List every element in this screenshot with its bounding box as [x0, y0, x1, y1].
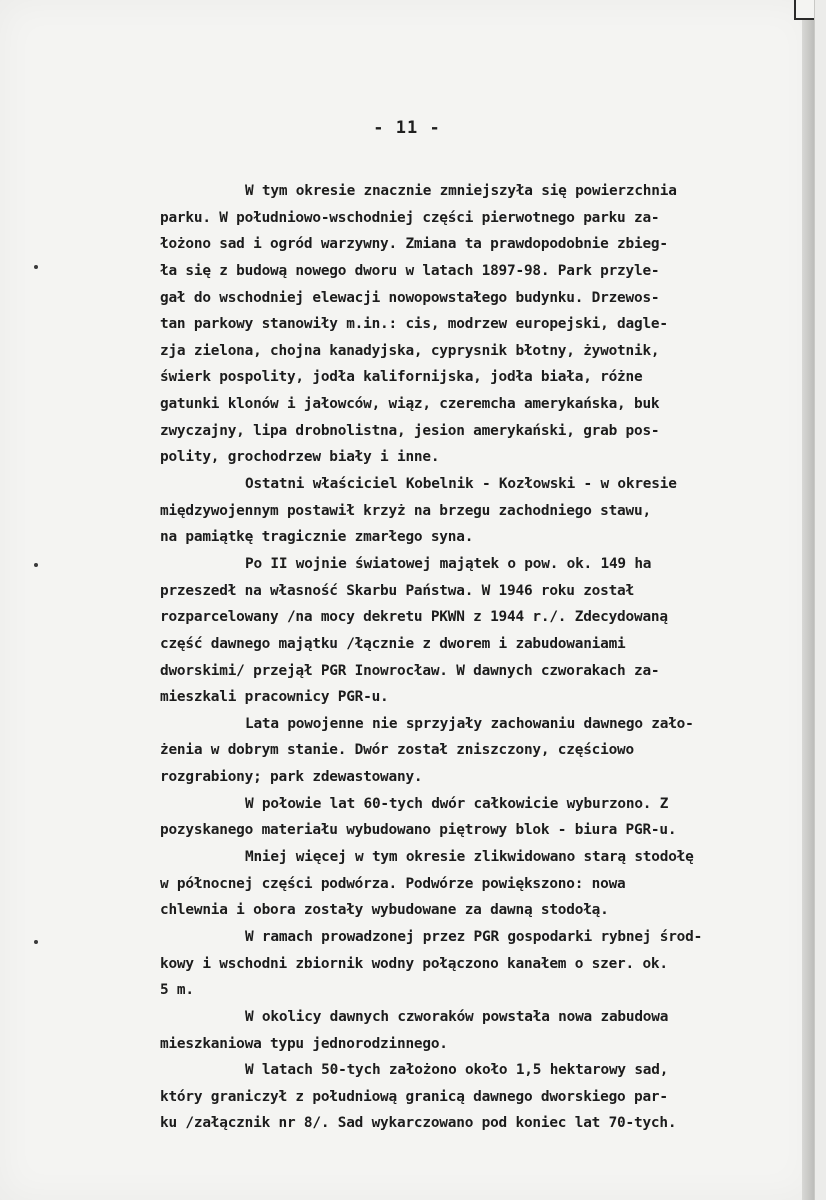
text-line: rozparcelowany /na mocy dekretu PKWN z 1944 r./. Zdecydowaną: [160, 609, 668, 626]
text-line: mieszkaniowa typu jednorodzinnego.: [160, 1035, 448, 1052]
text-line: 5 m.: [160, 982, 194, 999]
text-line: zja zielona, chojna kanadyjska, cyprysnik błotny, żywotnik,: [160, 342, 660, 359]
margin-speck: [34, 563, 38, 567]
page-corner-mark: [794, 0, 814, 20]
text-line: W okolicy dawnych czworaków powstała nowa zabudowa: [245, 1008, 669, 1025]
text-line: W tym okresie znacznie zmniejszyła się powierzchnia: [245, 183, 677, 199]
text-line: żenia w dobrym stanie. Dwór został zniszczony, częściowo: [160, 742, 634, 759]
typewritten-body: [160, 178, 800, 1137]
page-number: - 11 -: [373, 118, 441, 138]
text-line: ku /załącznik nr 8/. Sad wykarczowano pod koniec lat 70-tych.: [160, 1115, 677, 1132]
text-line: międzywojennym postawił krzyż na brzegu zachodniego stawu,: [160, 502, 651, 519]
text-line: Lata powojenne nie sprzyjały zachowaniu dawnego zało-: [245, 715, 694, 732]
text-line: przeszedł na własność Skarbu Państwa. W 1946 roku został: [160, 582, 634, 599]
text-line: Mniej więcej w tym okresie zlikwidowano starą stodołę: [245, 849, 694, 866]
text-line: łożono sad i ogród warzywny. Zmiana ta prawdopodobnie zbieg-: [160, 236, 668, 253]
text-line: W latach 50-tych założono około 1,5 hektarowy sad,: [245, 1062, 669, 1079]
text-line: dworskimi/ przejął PGR Inowrocław. W dawnych czworakach za-: [160, 662, 660, 679]
text-line: Po II wojnie światowej majątek o pow. ok. 149 ha: [245, 555, 652, 572]
text-line: na pamiątkę tragicznie zmarłego syna.: [160, 529, 474, 546]
text-line: chlewnia i obora zostały wybudowane za dawną stodołą.: [160, 902, 609, 919]
margin-speck: [34, 940, 38, 944]
text-line: parku. W południowo-wschodniej części pierwotnego parku za-: [160, 209, 660, 226]
text-line: Ostatni właściciel Kobelnik - Kozłowski - w okresie: [245, 476, 677, 493]
text-line: W ramach prowadzonej przez PGR gospodarki rybnej środ-: [245, 928, 703, 945]
text-line: polity, grochodrzew biały i inne.: [160, 449, 440, 466]
text-line: mieszkali pracownicy PGR-u.: [160, 689, 389, 706]
text-line: który graniczył z południową granicą dawnego dworskiego par-: [160, 1088, 668, 1105]
text-line: rozgrabiony; park zdewastowany.: [160, 769, 423, 786]
text-line: kowy i wschodni zbiornik wodny połączono kanałem o szer. ok.: [160, 955, 668, 972]
text-line: część dawnego majątku /łącznie z dworem i zabudowaniami: [160, 635, 626, 652]
text-line: pozyskanego materiału wybudowano piętrowy blok - biura PGR-u.: [160, 822, 677, 839]
text-line: gatunki klonów i jałowców, wiąz, czeremcha amerykańska, buk: [160, 396, 660, 413]
margin-speck: [34, 265, 38, 269]
text-line: w północnej części podwórza. Podwórze powiększono: nowa: [160, 875, 626, 892]
text-line: ła się z budową nowego dworu w latach 1897-98. Park przyle-: [160, 262, 660, 279]
text-line: świerk pospolity, jodła kalifornijska, jodła biała, różne: [160, 369, 643, 386]
page-edge-shadow: [802, 0, 814, 1200]
text-line: tan parkowy stanowiły m.in.: cis, modrzew europejski, dagle-: [160, 316, 668, 333]
text-line: gał do wschodniej elewacji nowopowstałego budynku. Drzewos-: [160, 289, 660, 306]
text-line: zwyczajny, lipa drobnolistna, jesion amerykański, grab pos-: [160, 422, 660, 439]
text-line: W połowie lat 60-tych dwór całkowicie wyburzono. Z: [245, 795, 669, 812]
